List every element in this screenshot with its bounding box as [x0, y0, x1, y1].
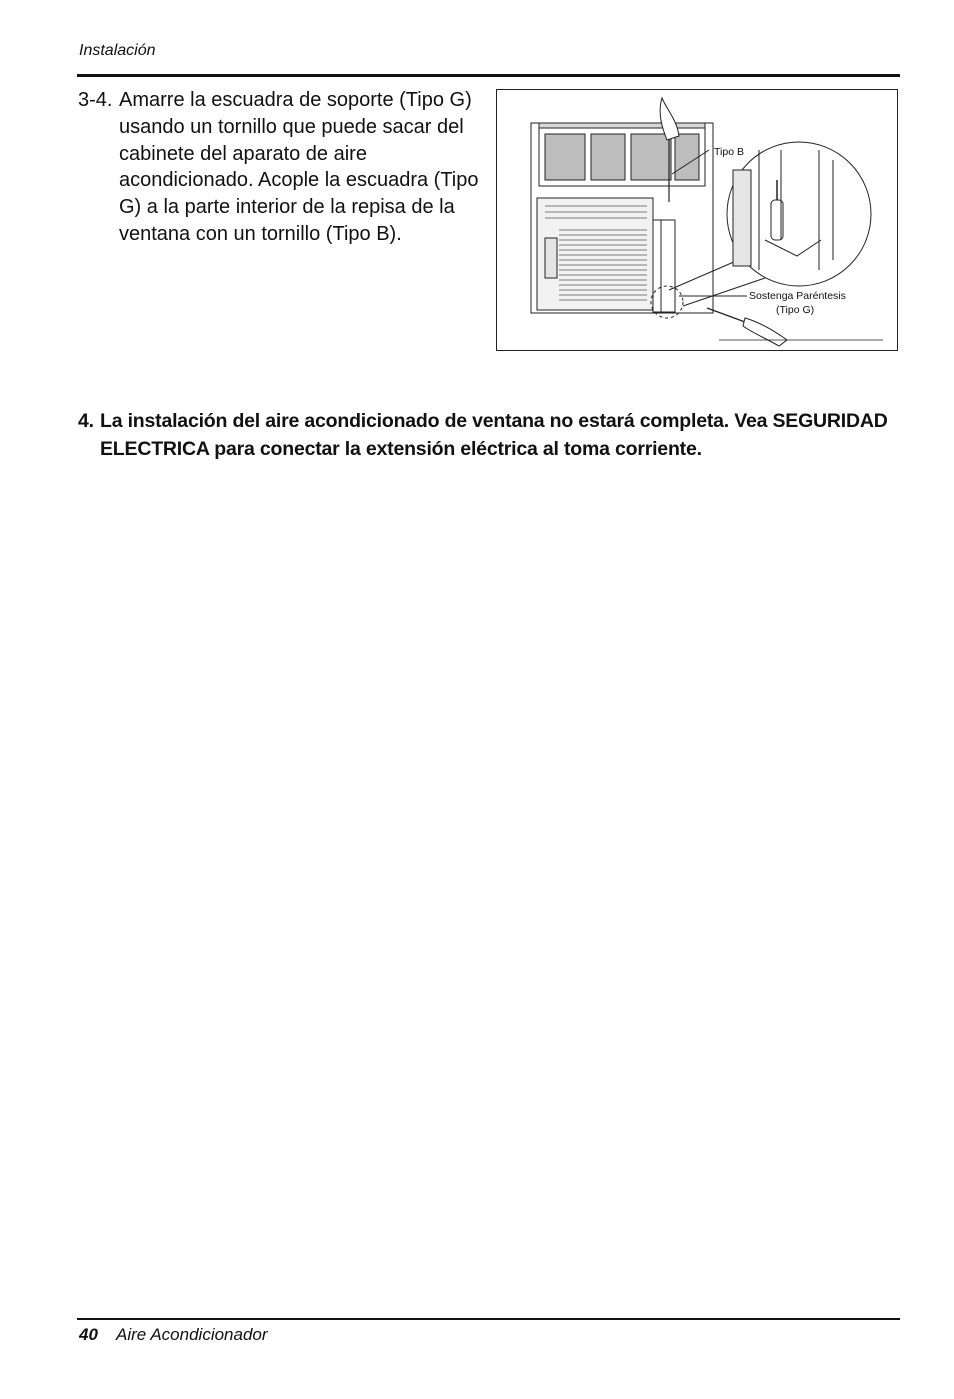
section-title: Instalación: [79, 42, 156, 59]
step-4-note: [78, 408, 908, 463]
footer-rule: [77, 1318, 900, 1320]
note-number: 4.: [78, 410, 94, 432]
step-text: Amarre la escuadra de soporte (Tipo G) usando un tornillo que puede sacar del cabinete del aparato de aire acondicionado. Acople la escuadra (Tipo G) a la parte interior de la repisa de la ventana con un tornillo (Tipo B).: [119, 89, 479, 245]
step-number: 3-4.: [78, 89, 113, 111]
step-3-4: [78, 87, 493, 248]
label-sostenga-parentesis: Sostenga Paréntesis: [749, 290, 846, 302]
label-tipo-g: (Tipo G): [776, 304, 815, 316]
page-number: 40: [79, 1325, 98, 1344]
label-tipo-b: Tipo B: [714, 146, 744, 158]
footer-title: Aire Acondicionador: [116, 1325, 268, 1344]
air-conditioner-illustration: [497, 90, 897, 350]
note-text: La instalación del aire acondicionado de ventana no estará completa. Vea SEGURIDAD ELECTRICA para conectar la extensión eléctrica al toma corriente.: [100, 410, 888, 460]
installation-figure: [496, 89, 898, 351]
footer: [79, 1325, 268, 1345]
header-rule: [77, 74, 900, 77]
